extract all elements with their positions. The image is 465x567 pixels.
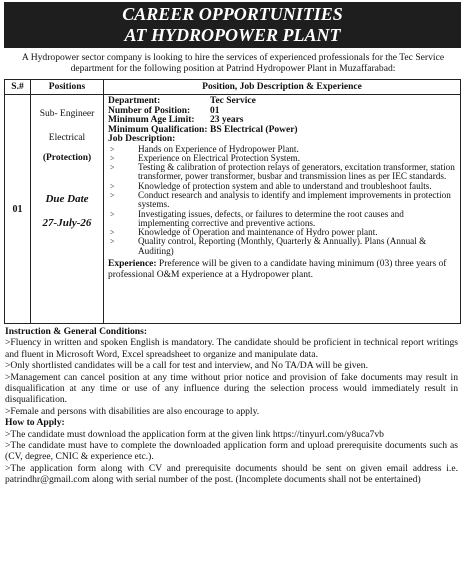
department-value: Tec Service bbox=[210, 96, 256, 106]
apply-heading: How to Apply: bbox=[5, 417, 65, 429]
due-date-value: 27-July-26 bbox=[42, 217, 92, 229]
experience-label: Experience: bbox=[108, 259, 157, 270]
job-description-label: Job Description: bbox=[108, 134, 176, 144]
positions-label: Number of Position: bbox=[108, 105, 191, 116]
list-item: > Testing & calibration of protection relays of generators, excitation transformer, station transformer, power transformer, busbar and transmission lines as per IEC standards. bbox=[108, 163, 456, 182]
condition-item: >Fluency in written and spoken English is mandatory. The candidate should be proficient in technical report writings and fluent in Microsoft Word, Excel spreadsheet to organize and manipulate data. bbox=[5, 337, 458, 360]
age-label: Minimum Age Limit: bbox=[108, 115, 195, 125]
list-item: > Quality control, Reporting (Monthly, Quarterly & Annually). Plans (Annual & Auditing) bbox=[108, 237, 456, 256]
age-value: 23 years bbox=[210, 115, 244, 125]
positions-value: 01 bbox=[210, 105, 220, 116]
conditions-section bbox=[5, 326, 458, 486]
header-positions: Positions bbox=[31, 80, 104, 95]
conditions-heading: Instruction & General Conditions: bbox=[5, 326, 148, 337]
apply-item: >The candidate must have to complete the downloaded application form and upload prerequisite documents such as (CV, degree, CNIC & experience etc.). bbox=[5, 440, 458, 463]
list-item: > Investigating issues, defects, or failures to determine the root causes and implementing corrective and preventive actions. bbox=[108, 210, 456, 229]
department-label: Department: bbox=[108, 96, 161, 106]
experience-paragraph bbox=[108, 259, 456, 280]
list-item: > Hands on Experience of Hydropower Plant. bbox=[108, 145, 456, 154]
experience-text: Preference will be given to a candidate having minimum (03) three years of professional O&M experience at a Hydropower plant. bbox=[108, 259, 447, 280]
row-description bbox=[104, 95, 461, 324]
row-sno: 01 bbox=[5, 95, 31, 324]
table-row bbox=[5, 95, 461, 324]
position-title: Sub- Engineer bbox=[39, 109, 95, 119]
due-date-label: Due Date bbox=[45, 193, 89, 205]
condition-item: >Management can cancel position at any time without prior notice and provision of fake documents may result in disqualification at any time or use of any influence during the selection process would immediately result in disqualification. bbox=[5, 371, 458, 406]
header-banner bbox=[4, 2, 461, 48]
condition-item: >Only shortlisted candidates will be a call for test and interview, and No TA/DA will be given. bbox=[5, 360, 368, 372]
position-specialty: (Protection) bbox=[42, 153, 92, 163]
list-item: > Knowledge of protection system and able to understand and troubleshoot faults. bbox=[108, 182, 456, 191]
qualification-value: BS Electrical (Power) bbox=[210, 124, 298, 135]
table-header-row bbox=[5, 80, 461, 95]
row-position bbox=[31, 95, 104, 324]
header-description: Position, Job Description & Experience bbox=[104, 80, 461, 95]
position-discipline: Electrical bbox=[48, 133, 86, 143]
list-item: > Experience on Electrical Protection System. bbox=[108, 154, 456, 163]
header-sno: S.# bbox=[5, 80, 31, 95]
list-item: > Knowledge of Operation and maintenance of Hydro power plant. bbox=[108, 228, 456, 237]
condition-item: >Female and persons with disabilities are also encourage to apply. bbox=[5, 405, 260, 417]
qualification-label: Minimum Qualification: bbox=[108, 124, 208, 135]
apply-item: >The candidate must download the application form at the given link https://tinyurl.com/y8uca7vb bbox=[5, 428, 384, 440]
duties-list bbox=[108, 145, 456, 257]
header-title-line2: AT HYDROPOWER PLANT bbox=[124, 25, 341, 45]
apply-item: >The application form along with CV and prerequisite documents should be sent on given email address i.e. patrindhr@gmail.com along with serial number of the post. (Incomplete documents shall not be entertained) bbox=[5, 462, 458, 486]
list-item: > Conduct research and analysis to identify and implement improvements in protection systems. bbox=[108, 191, 456, 210]
intro-paragraph: A Hydropower sector company is looking to hire the services of experienced professionals for the Tec Service department for the following position at Patrind Hydropower Plant in Muzaffarabad: bbox=[21, 52, 445, 74]
positions-table bbox=[4, 79, 461, 324]
header-title-line1: CAREER OPPORTUNITIES bbox=[122, 4, 343, 24]
